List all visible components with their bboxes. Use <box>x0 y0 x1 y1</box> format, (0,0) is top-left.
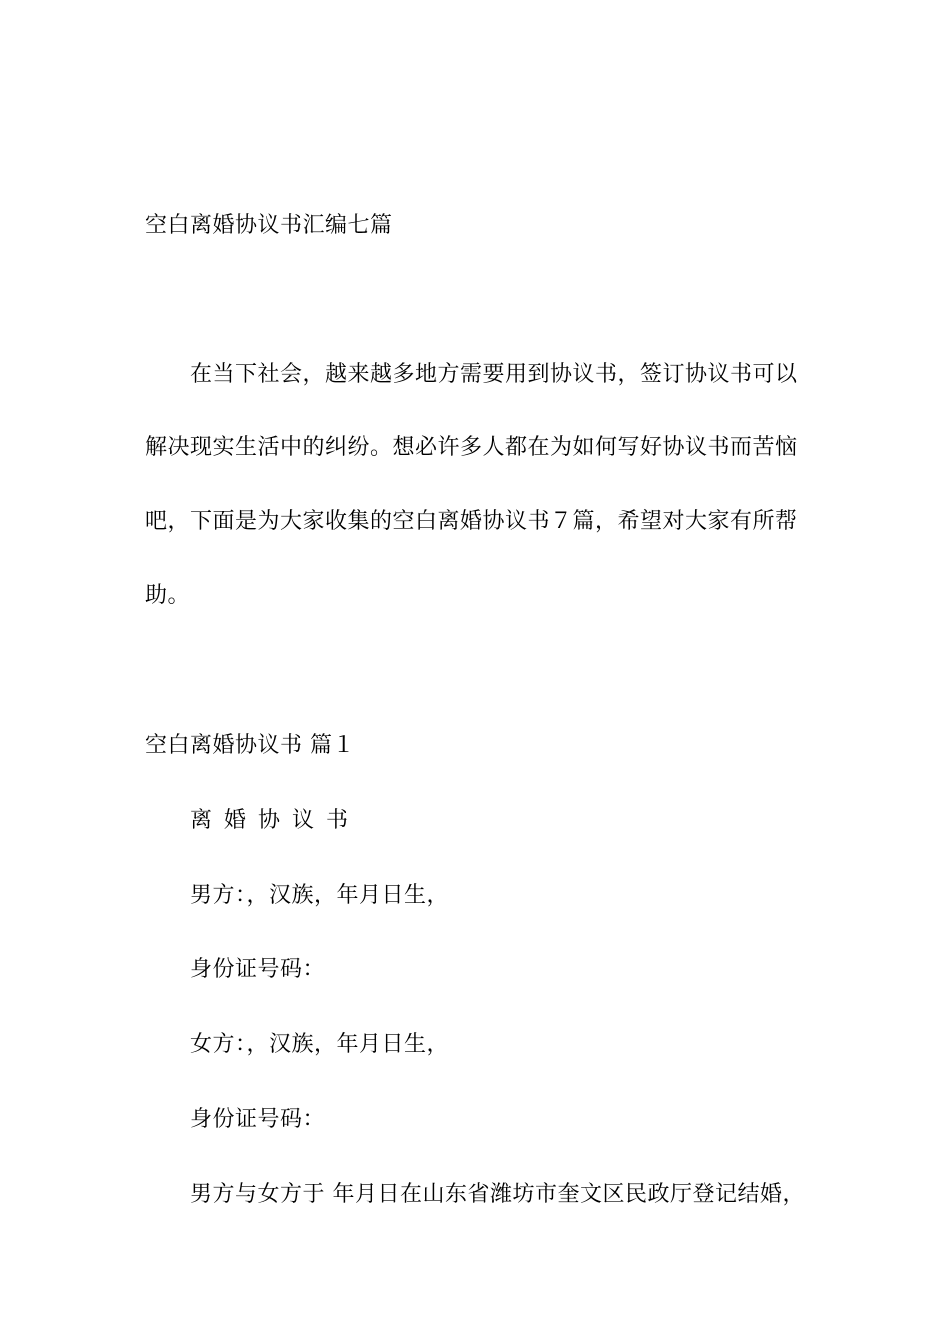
section-heading: 空白离婚协议书 篇１ <box>145 733 355 758</box>
document-title: 空白离婚协议书汇编七篇 <box>145 213 393 238</box>
male-party-line: 男方：，汉族，年月日生， <box>190 883 450 908</box>
intro-line-3: 吧，下面是为大家收集的空白离婚协议书７篇，希望对大家有所帮 <box>145 509 798 534</box>
intro-line-4: 助。 <box>145 583 191 608</box>
intro-line-1: 在当下社会，越来越多地方需要用到协议书，签订协议书可以 <box>190 362 798 387</box>
female-party-line: 女方：，汉族，年月日生， <box>190 1032 450 1057</box>
male-id-line: 身份证号码： <box>190 957 326 982</box>
marriage-registration-line: 男方与女方于 年月日在山东省潍坊市奎文区民政厅登记结婚， <box>190 1182 805 1207</box>
agreement-heading: 离婚协议书 <box>190 808 361 833</box>
intro-line-2: 解决现实生活中的纠纷。想必许多人都在为如何写好协议书而苦恼 <box>145 435 798 460</box>
female-id-line: 身份证号码： <box>190 1107 326 1132</box>
